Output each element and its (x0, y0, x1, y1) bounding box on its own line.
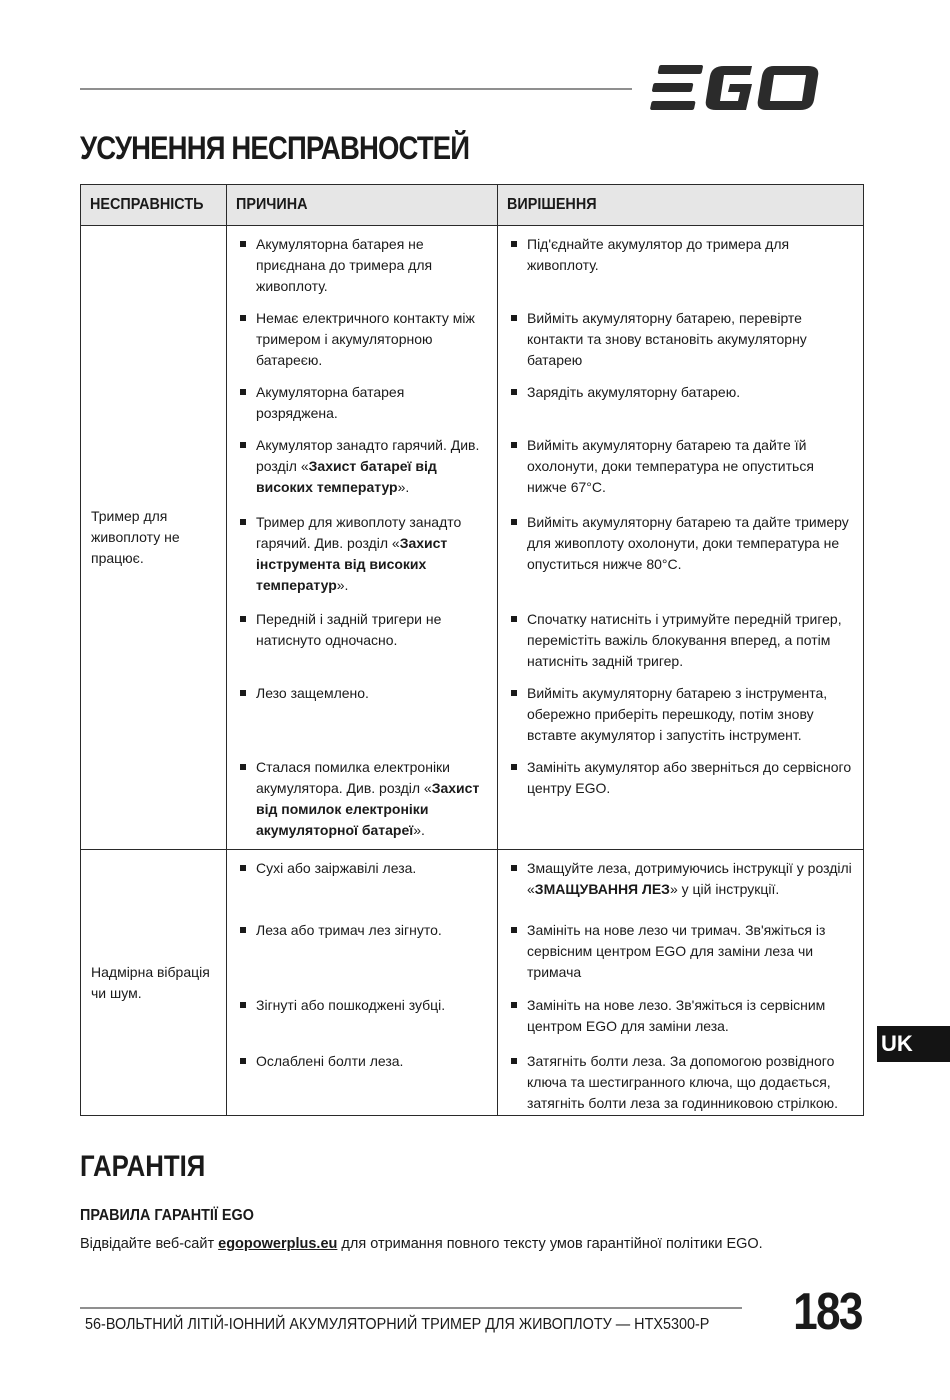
list-item (498, 300, 863, 374)
column-header-problem: НЕСПРАВНІСТЬ (81, 185, 227, 226)
solution-text: Змащуйте леза, дотримуючись інструкції у розділі «ЗМАЩУВАННЯ ЛЕЗ» у цій інструкції. (510, 858, 855, 900)
header-rule (80, 88, 632, 90)
warranty-title: ГАРАНТІЯ (80, 1150, 206, 1183)
cause-text: Сталася помилка електроніки акумулятора. Див. розділ «Захист від помилок електроніки акумуляторної батареї». (239, 757, 489, 841)
list-item (227, 427, 497, 504)
list-item (227, 300, 497, 374)
list-item (498, 850, 863, 912)
solution-text: Вийміть акумуляторну батарею та дайте тримеру для живоплоту охолонути, доки температура не опуститься нижче 80°C. (510, 512, 855, 575)
warranty-text: Відвідайте веб-сайт egopowerplus.eu для отримання повного тексту умов гарантійної політики EGO. (80, 1236, 763, 1252)
cause-text: Сухі або заіржавілі леза. (239, 858, 489, 879)
cause-text: Акумуляторна батарея розряджена. (239, 382, 489, 424)
footer-text: 56-ВОЛЬТНИЙ ЛІТІЙ-ІОННИЙ АКУМУЛЯТОРНИЙ ТРИМЕР ДЛЯ ЖИВОПЛОТУ — HTX5300-P (85, 1316, 710, 1333)
list-item (498, 675, 863, 749)
cause-text: Акумуляторна батарея не приєднана до тримера для живоплоту. (239, 234, 489, 297)
cause-text: Тример для живоплоту занадто гарячий. Див. розділ «Захист інструмента від високих температур». (239, 512, 489, 596)
list-item (498, 427, 863, 504)
solution-text: Замініть на нове лезо чи тримач. Зв'яжіться із сервісним центром EGO для заміни леза чи тримача (510, 920, 855, 983)
website-link[interactable]: egopowerplus.eu (218, 1236, 338, 1252)
list-item (498, 1043, 863, 1115)
troubleshooting-table (80, 184, 864, 1116)
table-row (81, 850, 864, 1116)
footer-rule (80, 1307, 742, 1309)
cause-text: Акумулятор занадто гарячий. Див. розділ «Захист батареї від високих температур». (239, 435, 489, 498)
page-number: 183 (793, 1283, 862, 1341)
problem-cell: Надмірна вібрація чи шум. (81, 850, 227, 1116)
list-item (227, 675, 497, 749)
list-item (227, 601, 497, 675)
cause-cell (227, 850, 498, 1116)
cause-text: Леза або тримач лез зігнуто. (239, 920, 489, 941)
solution-cell (498, 850, 864, 1116)
column-header-cause: ПРИЧИНА (227, 185, 498, 226)
list-item (227, 1043, 497, 1115)
cause-text: Лезо защемлено. (239, 683, 489, 704)
list-item (227, 912, 497, 987)
table-row (81, 226, 864, 850)
list-item (227, 374, 497, 427)
list-item (227, 987, 497, 1043)
warranty-subtitle: ПРАВИЛА ГАРАНТІЇ EGO (80, 1207, 254, 1224)
cause-text: Немає електричного контакту між тримером і акумуляторною батареєю. (239, 308, 489, 371)
cause-text: Передній і задній тригери не натиснуто одночасно. (239, 609, 489, 651)
list-item (498, 749, 863, 849)
list-item (227, 749, 497, 849)
solution-text: Замініть на нове лезо. Зв'яжіться із сервісним центром EGO для заміни леза. (510, 995, 855, 1037)
list-item (498, 504, 863, 601)
table-header-row (81, 185, 864, 226)
problem-cell: Тример для живоплоту не працює. (81, 226, 227, 850)
cause-text: Зігнуті або пошкоджені зубці. (239, 995, 489, 1016)
list-item (498, 374, 863, 427)
cause-cell (227, 226, 498, 850)
solution-text: Затягніть болти леза. За допомогою розвідного ключа та шестигранного ключа, що додається, затягніть болти леза за годинниковою стрілкою. (510, 1051, 855, 1114)
list-item (498, 226, 863, 300)
list-item (227, 504, 497, 601)
solution-text: Замініть акумулятор або зверніться до сервісного центру EGO. (510, 757, 855, 799)
list-item (498, 601, 863, 675)
solution-text: Вийміть акумуляторну батарею з інструмента, обережно приберіть перешкоду, потім знову вставте акумулятор і запустіть інструмент. (510, 683, 855, 746)
cause-text: Ослаблені болти леза. (239, 1051, 489, 1072)
list-item (227, 226, 497, 300)
list-item (498, 987, 863, 1043)
solution-text: Вийміть акумуляторну батарею, перевірте контакти та знову встановіть акумуляторну батарею (510, 308, 855, 371)
solution-text: Спочатку натисніть і утримуйте передній тригер, перемістіть важіль блокування вперед, а потім натисніть задній тригер. (510, 609, 855, 672)
solution-text: Вийміть акумуляторну батарею та дайте їй охолонути, доки температура не опуститься нижче 67°C. (510, 435, 855, 498)
list-item (227, 850, 497, 912)
ego-logo (650, 62, 862, 114)
column-header-solution: ВИРІШЕННЯ (498, 185, 864, 226)
language-tab: UK (877, 1026, 950, 1062)
solution-cell (498, 226, 864, 850)
list-item (498, 912, 863, 987)
solution-text: Зарядіть акумуляторну батарею. (510, 382, 855, 403)
solution-text: Під'єднайте акумулятор до тримера для живоплоту. (510, 234, 855, 276)
page-title: УСУНЕННЯ НЕСПРАВНОСТЕЙ (80, 130, 470, 166)
